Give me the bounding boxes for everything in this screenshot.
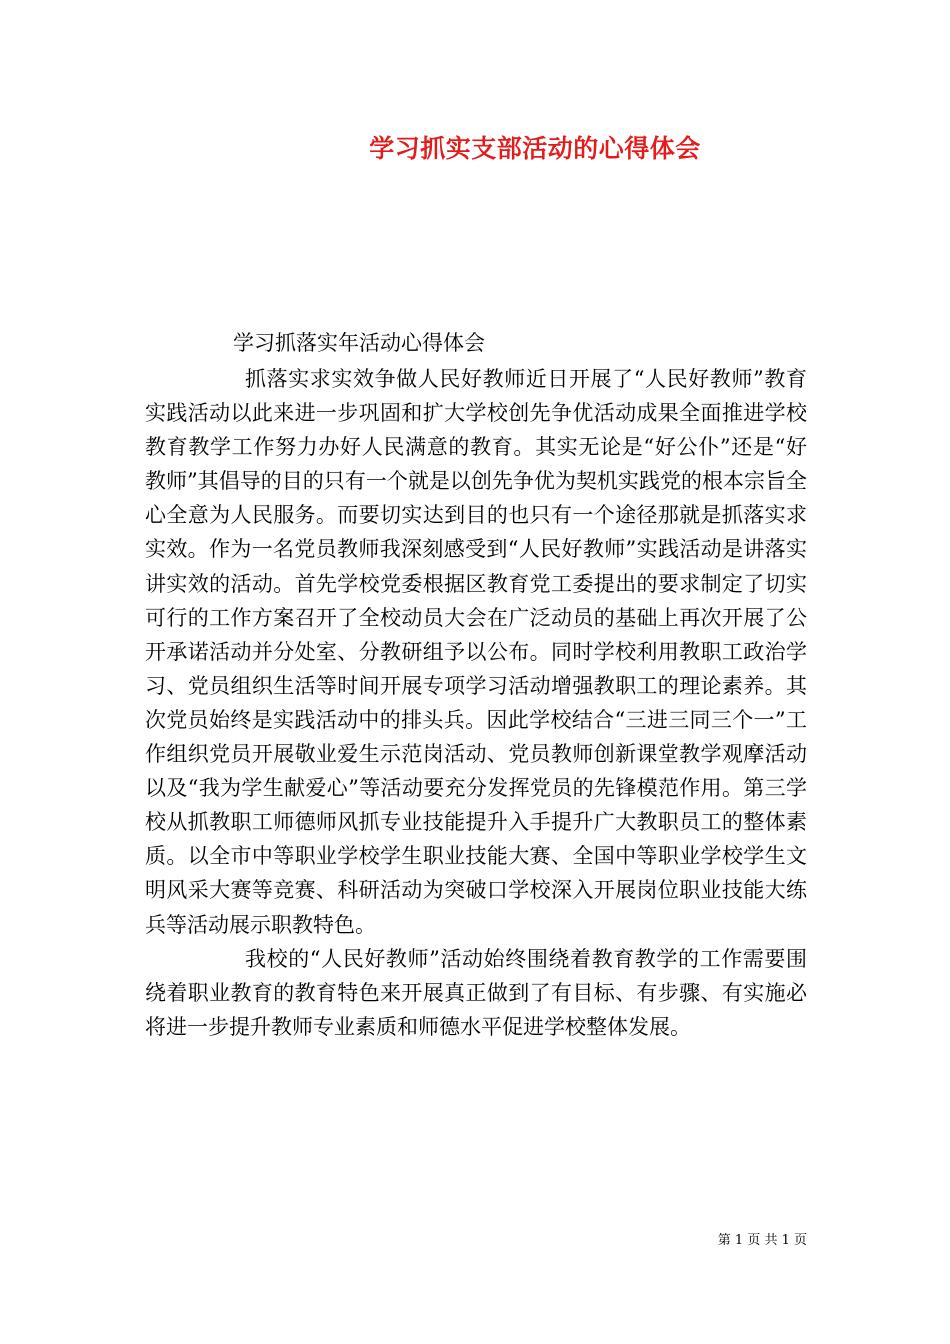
page-number-footer: 第 1 页 共 1 页 (717, 1233, 807, 1248)
document-title: 学习抓实支部活动的心得体会 (369, 134, 701, 163)
body-paragraph-2: 我校的“人民好教师”活动始终围绕着教育教学的工作需要围绕着职业教育的教育特色来开展真正做到了有目标、有步骤、有实施必将进一步提升教师专业素质和师德水平促进学校整体发展。 (145, 946, 807, 1039)
body-paragraph-1: 抓落实求实效争做人民好教师近日开展了“人民好教师”教育实践活动以此来进一步巩固和扩大学校创先争优活动成果全面推进学校教育教学工作努力办好人民满意的教育。其实无论是“好公仆”还是“好教师”其倡导的目的只有一个就是以创先争优为契机实践党的根本宗旨全心全意为人民服务。而要切实达到目的也只有一个途径那就是抓落实求实效。作为一名党员教师我深刻感受到“人民好教师”实践活动是讲落实讲实效的活动。首先学校党委根据区教育党工委提出的要求制定了切实可行的工作方案召开了全校动员大会在广泛动员的基础上再次开展了公开承诺活动并分处室、分教研组予以公布。同时学校利用教职工政治学习、党员组织生活等时间开展专项学习活动增强教职工的理论素养。其次党员始终是实践活动中的排头兵。因此学校结合“三进三同三个一”工作组织党员开展敬业爱生示范岗活动、党员教师创新课堂教学观摩活动以及“我为学生献爱心”等活动要充分发挥党员的先锋模范作用。第三学校从抓教职工师德师风抓专业技能提升入手提升广大教职员工的整体素质。以全市中等职业学校学生职业技能大赛、全国中等职业学校学生文明风采大赛等竞赛、科研活动为突破口学校深入开展岗位职业技能大练兵等活动展示职教特色。 (145, 367, 807, 937)
document-subtitle: 学习抓落实年活动心得体会 (233, 331, 485, 355)
document-body (145, 362, 807, 1044)
